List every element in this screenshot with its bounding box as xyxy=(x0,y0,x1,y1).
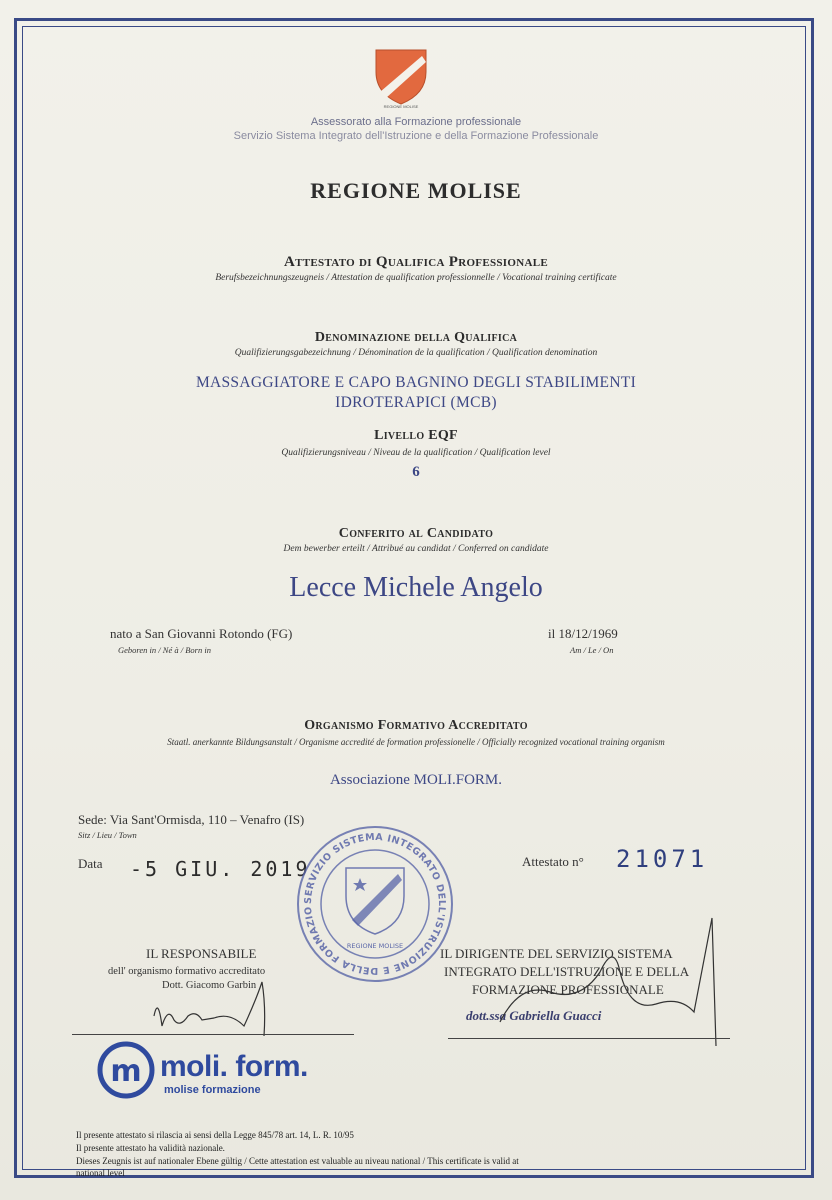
official-stamp xyxy=(294,824,456,984)
qualification-line-2: IDROTERAPICI (MCB) xyxy=(335,394,497,411)
department-line-2: Servizio Sistema Integrato dell'Istruzione e della Formazione Professionale xyxy=(233,130,599,142)
left-signatory-subtitle: dell' organismo formativo accreditato xyxy=(108,966,266,977)
eqf-heading: Livello EQF xyxy=(374,428,458,443)
region-title: REGIONE MOLISE xyxy=(310,178,522,203)
footer-line-3: Dieses Zeugnis ist auf nationaler Ebene gültig / Cette attestation est valuable au niveau national / This certificate is valid at xyxy=(76,1156,519,1166)
right-signatory-name: dott.ssa Gabriella Guacci xyxy=(466,1008,602,1023)
denomination-heading: Denominazione della Qualifica xyxy=(314,330,518,345)
certificate-title: Attestato di Qualifica Professionale xyxy=(284,254,548,270)
footer-line-2: Il presente attestato ha validità nazionale. xyxy=(76,1143,225,1153)
right-signatory-line-3: FORMAZIONE PROFESSIONALE xyxy=(472,982,664,997)
denomination-translations: Qualifizierungsgabezeichnung / Dénomination de la qualification / Qualification denomination xyxy=(234,348,598,358)
attestato-number: 21071 xyxy=(616,845,709,873)
footer-line-4: national level xyxy=(76,1168,125,1176)
left-signatory-name: Dott. Giacomo Garbin xyxy=(162,980,257,991)
certificate-title-translations: Berufsbezeichnungszeugneis / Attestation de qualification professionnelle / Vocational training certificate xyxy=(215,273,617,283)
candidate-name: Lecce Michele Angelo xyxy=(289,572,543,603)
svg-text:m: m xyxy=(110,1054,142,1089)
department-line-1: Assessorato alla Formazione professionale xyxy=(310,116,522,128)
right-signatory-line-1: IL DIRIGENTE DEL SERVIZIO SISTEMA xyxy=(440,946,673,961)
organism-sede: Sede: Via Sant'Ormisda, 110 – Venafro (IS) xyxy=(78,812,305,827)
attestato-label: Attestato n° xyxy=(522,854,584,869)
right-signature-line xyxy=(448,1038,730,1039)
eqf-translations: Qualifizierungsniveau / Niveau de la qualification / Qualification level xyxy=(281,448,551,458)
organism-name: Associazione MOLI.FORM. xyxy=(329,772,503,788)
stamp-ring-text: SERVIZIO SISTEMA INTEGRATO DELL'ISTRUZIONE E DELLA FORMAZIO xyxy=(302,831,448,977)
date-label: Data xyxy=(78,856,103,871)
footer-line-1: Il presente attestato si rilascia ai sensi della Legge 845/78 art. 14, L. R. 10/95 xyxy=(76,1130,354,1140)
birthdate-translations: Am / Le / On xyxy=(570,645,614,655)
birthplace: nato a San Giovanni Rotondo (FG) xyxy=(110,626,293,641)
birthplace-translations: Geboren in / Né à / Born in xyxy=(118,645,211,655)
left-signature xyxy=(140,976,320,1046)
eqf-value: 6 xyxy=(412,464,420,480)
left-signatory-title: IL RESPONSABILE xyxy=(146,946,257,961)
region-emblem-icon xyxy=(372,46,430,108)
issue-date-stamp: -5 GIU. 2019 xyxy=(130,857,311,881)
sede-translations: Sitz / Lieu / Town xyxy=(78,830,137,840)
candidate-heading: Conferito al Candidato xyxy=(338,526,494,541)
left-signature-line xyxy=(72,1034,354,1035)
emblem-caption: REGIONE MOLISE xyxy=(383,104,419,109)
right-signatory-line-2: INTEGRATO DELL'ISTRUZIONE E DELLA xyxy=(444,964,690,979)
candidate-translations: Dem bewerber erteilt / Attribué au candidat / Conferred on candidate xyxy=(283,544,549,554)
right-signature xyxy=(480,912,730,1052)
organism-translations: Staatl. anerkannte Bildungsanstalt / Organisme accredité de formation professionelle / Officially recognized vocational training organism xyxy=(167,737,665,747)
moliform-tagline: molise formazione xyxy=(164,1084,261,1096)
moliform-brand: moli. form. xyxy=(160,1050,308,1083)
birthdate: il 18/12/1969 xyxy=(548,626,618,641)
qualification-line-1: MASSAGGIATORE E CAPO BAGNINO DEGLI STABILIMENTI xyxy=(195,374,637,391)
moliform-logo-icon xyxy=(96,1040,156,1100)
organism-heading: Organismo Formativo Accreditato xyxy=(304,718,528,733)
stamp-center-text: REGIONE MOLISE xyxy=(346,942,404,950)
